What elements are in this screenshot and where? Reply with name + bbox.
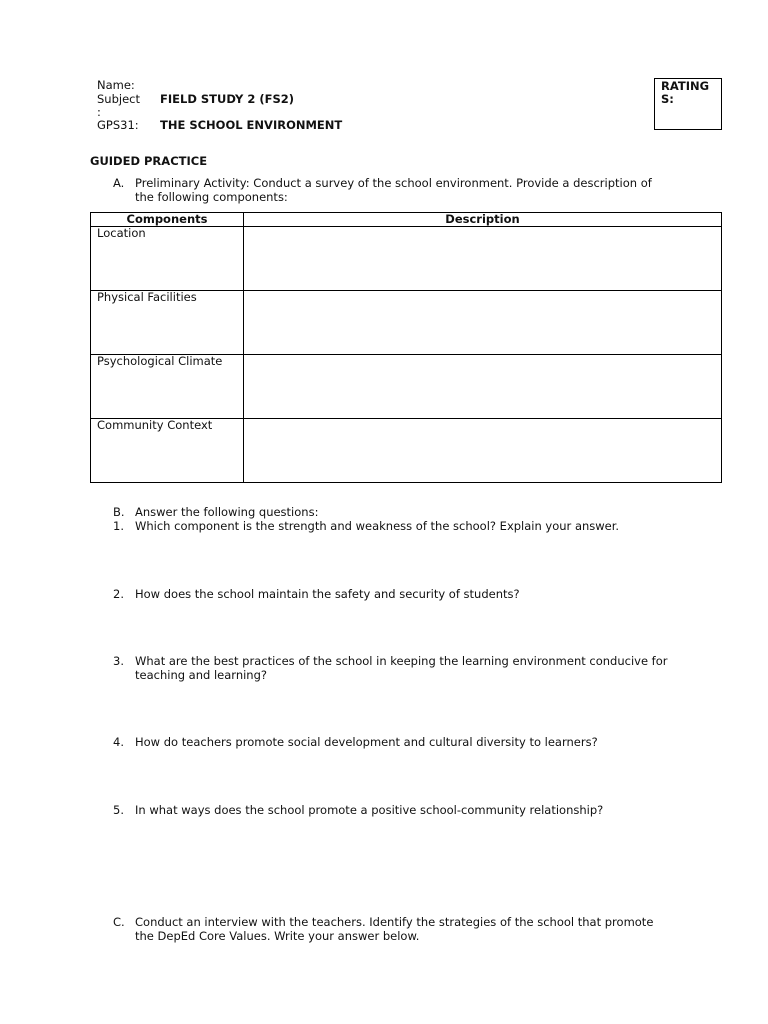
part-a-marker: A. [113, 176, 125, 190]
description-cell-psychological-climate[interactable] [244, 355, 722, 419]
components-table [90, 212, 722, 483]
subject-label: Subject [97, 92, 140, 106]
column-header-description: Description [244, 213, 722, 227]
question-number-3: 3. [113, 654, 124, 668]
description-cell-location[interactable] [244, 227, 722, 291]
part-b-marker: B. [113, 505, 125, 519]
part-a-instruction-line2: the following components: [135, 190, 288, 204]
question-2-text: How does the school maintain the safety and security of students? [135, 587, 520, 601]
part-c-instruction-line1: Conduct an interview with the teachers. Identify the strategies of the school that promote [135, 915, 654, 929]
question-number-2: 2. [113, 587, 124, 601]
question-number-1: 1. [113, 519, 124, 533]
table-row [91, 419, 722, 483]
rating-box[interactable] [654, 78, 722, 130]
subject-colon: : [97, 105, 101, 119]
question-4-text: How do teachers promote social development and cultural diversity to learners? [135, 735, 598, 749]
part-c-instruction-line2: the DepEd Core Values. Write your answer below. [135, 929, 420, 943]
component-cell-psychological-climate: Psychological Climate [91, 355, 244, 419]
gps-label: GPS31: [97, 118, 139, 132]
name-label: Name: [97, 78, 135, 92]
question-3-text-line2: teaching and learning? [135, 668, 267, 682]
component-cell-community-context: Community Context [91, 419, 244, 483]
column-header-components: Components [91, 213, 244, 227]
question-1-text: Which component is the strength and weakness of the school? Explain your answer. [135, 519, 620, 533]
question-number-4: 4. [113, 735, 124, 749]
question-5-text: In what ways does the school promote a positive school-community relationship? [135, 803, 604, 817]
component-cell-location: Location [91, 227, 244, 291]
description-cell-community-context[interactable] [244, 419, 722, 483]
description-cell-physical-facilities[interactable] [244, 291, 722, 355]
part-b-intro: Answer the following questions: [135, 505, 319, 519]
table-row [91, 227, 722, 291]
table-row [91, 291, 722, 355]
rating-label: RATINGS: [661, 79, 710, 106]
gps-value: THE SCHOOL ENVIRONMENT [160, 118, 343, 132]
question-3-text-line1: What are the best practices of the school in keeping the learning environment conducive for [135, 654, 668, 668]
subject-value: FIELD STUDY 2 (FS2) [160, 92, 295, 106]
component-cell-physical-facilities: Physical Facilities [91, 291, 244, 355]
question-number-5: 5. [113, 803, 124, 817]
part-c-marker: C. [113, 915, 125, 929]
table-header-row [91, 213, 722, 227]
part-a-instruction-line1: Preliminary Activity: Conduct a survey of the school environment. Provide a description of [135, 176, 652, 190]
section-title: GUIDED PRACTICE [90, 154, 208, 168]
table-row [91, 355, 722, 419]
